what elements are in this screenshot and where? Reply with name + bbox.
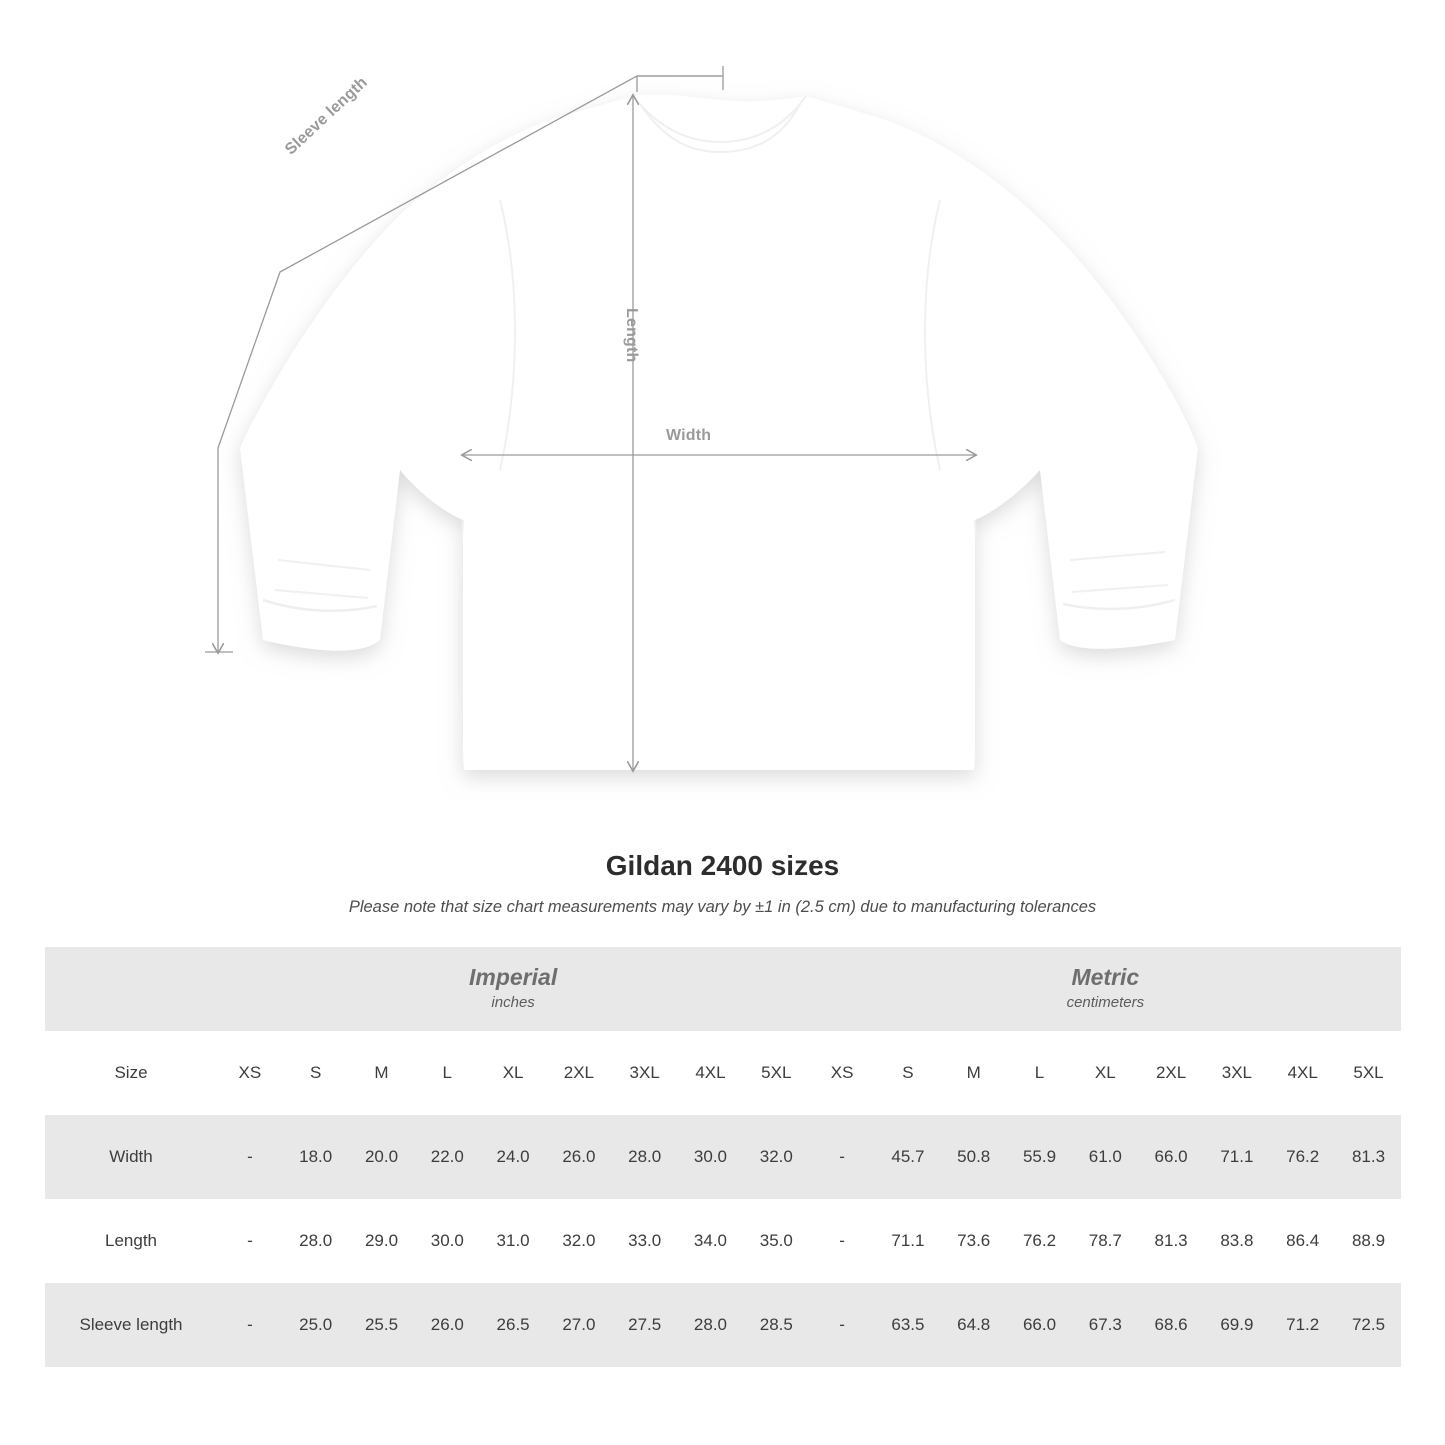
metric-subtitle: centimeters: [1066, 994, 1145, 1012]
table-cell: -: [809, 1199, 875, 1283]
column-header: 5XL: [743, 1031, 809, 1115]
tolerance-note: Please note that size chart measurements may vary by ±1 in (2.5 cm) due to manufacturing tolerances: [348, 898, 1097, 916]
page-title: Gildan 2400 sizes: [605, 850, 840, 881]
table-cell: 28.0: [678, 1283, 744, 1367]
table-cell: 35.0: [743, 1199, 809, 1283]
table-cell: 67.3: [1072, 1283, 1138, 1367]
row-label: Sleeve length: [45, 1283, 217, 1367]
table-cell: -: [809, 1283, 875, 1367]
table-cell: 81.3: [1336, 1115, 1402, 1199]
table-row: [45, 1115, 1401, 1199]
table-cell: 27.0: [546, 1283, 612, 1367]
table-cell: 68.6: [1138, 1283, 1204, 1367]
table-row: [45, 1283, 1401, 1367]
table-cell: 30.0: [678, 1115, 744, 1199]
table-cell: 81.3: [1138, 1199, 1204, 1283]
table-cell: 66.0: [1007, 1283, 1073, 1367]
column-header: XL: [1072, 1031, 1138, 1115]
column-header: 5XL: [1336, 1031, 1402, 1115]
table-cell: 32.0: [743, 1115, 809, 1199]
table-cell: 26.0: [546, 1115, 612, 1199]
table-cell: 25.0: [283, 1283, 349, 1367]
column-header: 2XL: [1138, 1031, 1204, 1115]
table-cell: 20.0: [349, 1115, 415, 1199]
table-cell: 27.5: [612, 1283, 678, 1367]
table-cell: 71.1: [1204, 1115, 1270, 1199]
table-cell: 76.2: [1007, 1199, 1073, 1283]
table-cell: 63.5: [875, 1283, 941, 1367]
table-cell: 78.7: [1072, 1199, 1138, 1283]
column-header: XS: [217, 1031, 283, 1115]
table-row: [45, 1199, 1401, 1283]
length-label: Length: [623, 308, 640, 363]
table-cell: 72.5: [1336, 1283, 1402, 1367]
column-header: S: [875, 1031, 941, 1115]
table-cell: 64.8: [941, 1283, 1007, 1367]
table-cell: 29.0: [349, 1199, 415, 1283]
metric-title: Metric: [1071, 963, 1140, 990]
table-cell: 31.0: [480, 1199, 546, 1283]
table-cell: 18.0: [283, 1115, 349, 1199]
table-cell: 88.9: [1336, 1199, 1402, 1283]
table-cell: 34.0: [678, 1199, 744, 1283]
table-cell: 76.2: [1270, 1115, 1336, 1199]
table-cell: 22.0: [414, 1115, 480, 1199]
table-cell: 50.8: [941, 1115, 1007, 1199]
metric-group-header: [809, 947, 1401, 1031]
column-header: M: [941, 1031, 1007, 1115]
table-cell: 24.0: [480, 1115, 546, 1199]
column-header: XS: [809, 1031, 875, 1115]
table-cell: 28.5: [743, 1283, 809, 1367]
column-header: 3XL: [1204, 1031, 1270, 1115]
size-chart-table: [45, 947, 1401, 1367]
table-cell: 26.0: [414, 1283, 480, 1367]
size-table-wrapper: [45, 947, 1400, 1367]
table-cell: 83.8: [1204, 1199, 1270, 1283]
size-header-row: [45, 1031, 1401, 1115]
column-header: 4XL: [678, 1031, 744, 1115]
table-cell: 25.5: [349, 1283, 415, 1367]
column-header: 4XL: [1270, 1031, 1336, 1115]
column-header: L: [414, 1031, 480, 1115]
imperial-title: Imperial: [469, 963, 558, 990]
table-cell: 69.9: [1204, 1283, 1270, 1367]
table-cell: -: [809, 1115, 875, 1199]
table-cell: 55.9: [1007, 1115, 1073, 1199]
unit-header-spacer: [45, 947, 217, 1031]
table-cell: 32.0: [546, 1199, 612, 1283]
table-cell: -: [217, 1283, 283, 1367]
table-cell: 28.0: [612, 1115, 678, 1199]
row-label: Width: [45, 1115, 217, 1199]
width-label: Width: [666, 427, 712, 444]
imperial-subtitle: inches: [491, 994, 535, 1012]
column-header: M: [349, 1031, 415, 1115]
table-cell: 45.7: [875, 1115, 941, 1199]
table-cell: 26.5: [480, 1283, 546, 1367]
row-label: Length: [45, 1199, 217, 1283]
table-cell: -: [217, 1115, 283, 1199]
column-header: 2XL: [546, 1031, 612, 1115]
table-cell: 66.0: [1138, 1115, 1204, 1199]
table-cell: 71.2: [1270, 1283, 1336, 1367]
column-header: L: [1007, 1031, 1073, 1115]
unit-header-row: [45, 947, 1401, 1031]
column-header: 3XL: [612, 1031, 678, 1115]
title-block: [0, 850, 1445, 917]
imperial-group-header: [217, 947, 809, 1031]
table-cell: 86.4: [1270, 1199, 1336, 1283]
column-header: XL: [480, 1031, 546, 1115]
table-cell: 73.6: [941, 1199, 1007, 1283]
column-header: S: [283, 1031, 349, 1115]
table-cell: 30.0: [414, 1199, 480, 1283]
size-header-cell: Size: [45, 1031, 217, 1115]
shirt-body-shape: [240, 95, 1198, 770]
table-cell: 28.0: [283, 1199, 349, 1283]
sleeve-length-label: Sleeve length: [282, 73, 371, 159]
table-cell: 33.0: [612, 1199, 678, 1283]
table-cell: 61.0: [1072, 1115, 1138, 1199]
table-cell: 71.1: [875, 1199, 941, 1283]
table-cell: -: [217, 1199, 283, 1283]
